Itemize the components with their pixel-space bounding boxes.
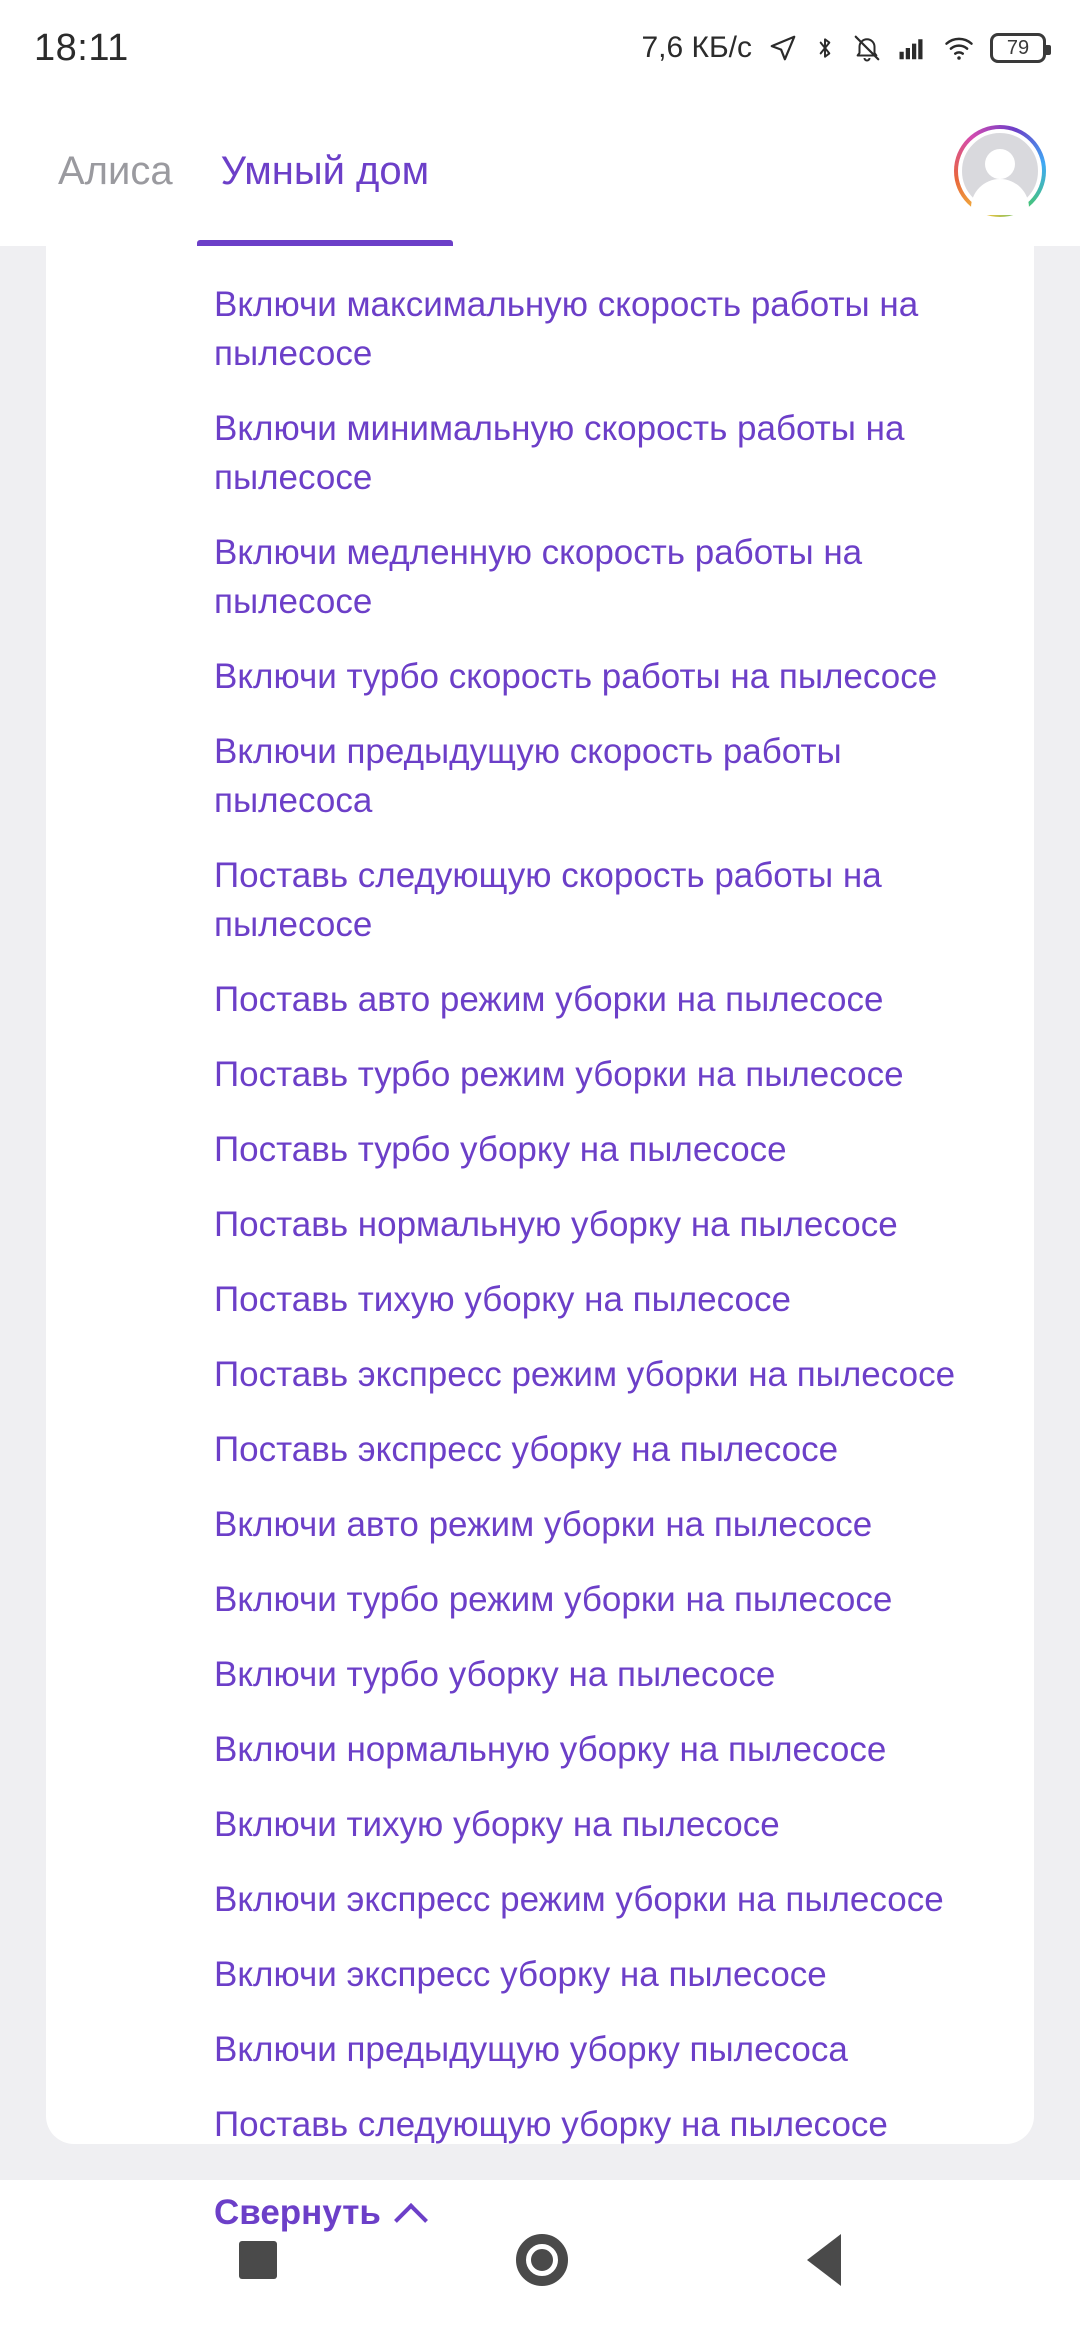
- phrase-item[interactable]: Поставь нормальную уборку на пылесосе: [214, 1205, 898, 1244]
- back-triangle-icon[interactable]: [807, 2234, 841, 2286]
- collapse-label: Свернуть: [214, 2193, 381, 2232]
- status-bar-icons: [641, 31, 1046, 65]
- phrase-item[interactable]: Поставь экспресс уборку на пылесосе: [214, 1430, 839, 1469]
- phrase-item[interactable]: Включи минимальную скорость работы на пылесосе: [214, 409, 905, 497]
- tab-alice[interactable]: [34, 96, 197, 246]
- phrase-item[interactable]: Включи авто режим уборки на пылесосе: [214, 1505, 873, 1544]
- chevron-up-icon: [397, 2198, 427, 2228]
- mute-notifications-icon: [852, 33, 882, 63]
- top-tab-bar: [0, 96, 1080, 246]
- phrase-item[interactable]: Поставь экспресс режим уборки на пылесосе: [214, 1355, 956, 1394]
- status-bar: [0, 0, 1080, 96]
- phrase-item[interactable]: Включи тихую уборку на пылесосе: [214, 1805, 780, 1844]
- battery-icon: [990, 33, 1046, 63]
- phrase-item[interactable]: Включи турбо скорость работы на пылесосе: [214, 657, 938, 696]
- page-content: [0, 246, 1080, 2232]
- battery-percent-label: 79: [1006, 36, 1030, 59]
- phrase-item[interactable]: Поставь турбо уборку на пылесосе: [214, 1130, 787, 1169]
- phrase-item[interactable]: Поставь авто режим уборки на пылесосе: [214, 980, 884, 1019]
- phrases-card: [46, 246, 1034, 2232]
- recents-square-icon[interactable]: [239, 2241, 277, 2279]
- tab-alice-label: Алиса: [58, 148, 173, 193]
- phrase-item[interactable]: Включи турбо режим уборки на пылесосе: [214, 1580, 893, 1619]
- phrase-item[interactable]: Включи медленную скорость работы на пылесосе: [214, 533, 863, 621]
- home-circle-icon[interactable]: [516, 2234, 568, 2286]
- phrase-list: [46, 246, 1034, 2149]
- avatar[interactable]: [954, 125, 1046, 217]
- status-time: 18:11: [34, 26, 129, 69]
- wifi-icon: [942, 33, 976, 63]
- phrase-item[interactable]: Включи максимальную скорость работы на пылесосе: [214, 285, 919, 373]
- phrase-item[interactable]: Включи экспресс уборку на пылесосе: [214, 1955, 827, 1994]
- tab-list: [34, 96, 453, 246]
- avatar-head-shape: [985, 149, 1015, 179]
- cellular-signal-icon: [896, 33, 928, 63]
- tab-smart-home[interactable]: [197, 96, 454, 246]
- phrase-item[interactable]: Поставь следующую уборку на пылесосе: [214, 2105, 888, 2144]
- avatar-image: [958, 129, 1042, 213]
- location-icon: [768, 33, 798, 63]
- phrase-item[interactable]: Поставь турбо режим уборки на пылесосе: [214, 1055, 904, 1094]
- avatar-body-shape: [971, 179, 1029, 215]
- bluetooth-icon: [812, 33, 838, 63]
- phrase-item[interactable]: Поставь тихую уборку на пылесосе: [214, 1280, 791, 1319]
- network-speed-label: 7,6 КБ/с: [641, 31, 752, 64]
- phrase-item[interactable]: Включи экспресс режим уборки на пылесосе: [214, 1880, 944, 1919]
- phrase-item[interactable]: Включи предыдущую скорость работы пылесоса: [214, 732, 842, 820]
- phrase-item[interactable]: Включи нормальную уборку на пылесосе: [214, 1730, 887, 1769]
- collapse-button[interactable]: [46, 2175, 1034, 2233]
- phrase-item[interactable]: Включи турбо уборку на пылесосе: [214, 1655, 776, 1694]
- phrase-item[interactable]: Поставь следующую скорость работы на пылесосе: [214, 856, 882, 944]
- tab-smart-home-label: Умный дом: [220, 148, 430, 193]
- phrase-item[interactable]: Включи предыдущую уборку пылесоса: [214, 2030, 848, 2069]
